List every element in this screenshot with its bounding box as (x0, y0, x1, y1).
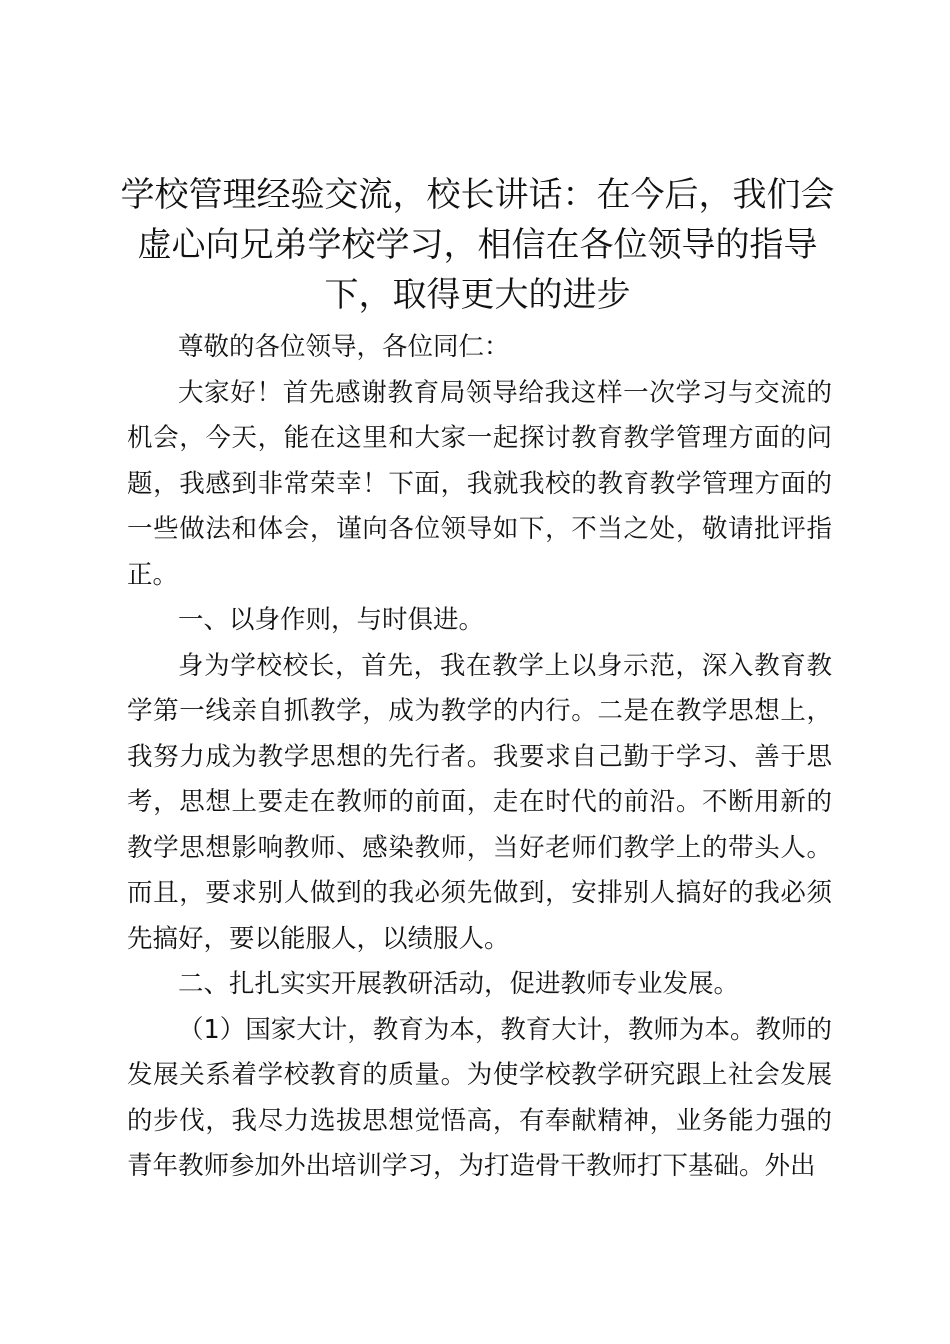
document-body (127, 325, 832, 1190)
section-heading-1: 一、以身作则，与时俱进。 (178, 605, 485, 635)
section-heading-2: 二、扎扎实实开展教研活动，促进教师专业发展。 (178, 969, 740, 999)
opening-paragraph: 大家好！首先感谢教育局领导给我这样一次学习与交流的机会，今天，能在这里和大家一起探讨教育教学管理方面的问题，我感到非常荣幸！下面，我就我校的教育教学管理方面的一些做法和体会，谨向各位领导如下，不当之处，敬请批评指正。 (127, 377, 832, 590)
document-title: 学校管理经验交流，校长讲话：在今后，我们会虚心向兄弟学校学习，相信在各位领导的指导下，取得更大的进步 (120, 175, 835, 315)
salutation-paragraph: 尊敬的各位领导，各位同仁： (178, 332, 510, 362)
section-2-paragraph: （1）国家大计，教育为本，教育大计，教师为本。教师的发展关系着学校教育的质量。为使学校教学研究跟上社会发展的步伐，我尽力选拔思想觉悟高，有奉献精神，业务能力强的青年教师参加外出培训学习，为打造骨干教师打下基础。外出 (127, 1014, 832, 1181)
section-1-paragraph: 身为学校校长，首先，我在教学上以身示范，深入教育教学第一线亲自抓教学，成为教学的内行。二是在教学思想上，我努力成为教学思想的先行者。我要求自己勤于学习、善于思考，思想上要走在教师的前面，走在时代的前沿。不断用新的教学思想影响教师、感染教师，当好老师们教学上的带头人。而且，要求别人做到的我必须先做到，安排别人搞好的我必须先搞好，要以能服人，以绩服人。 (127, 650, 832, 954)
